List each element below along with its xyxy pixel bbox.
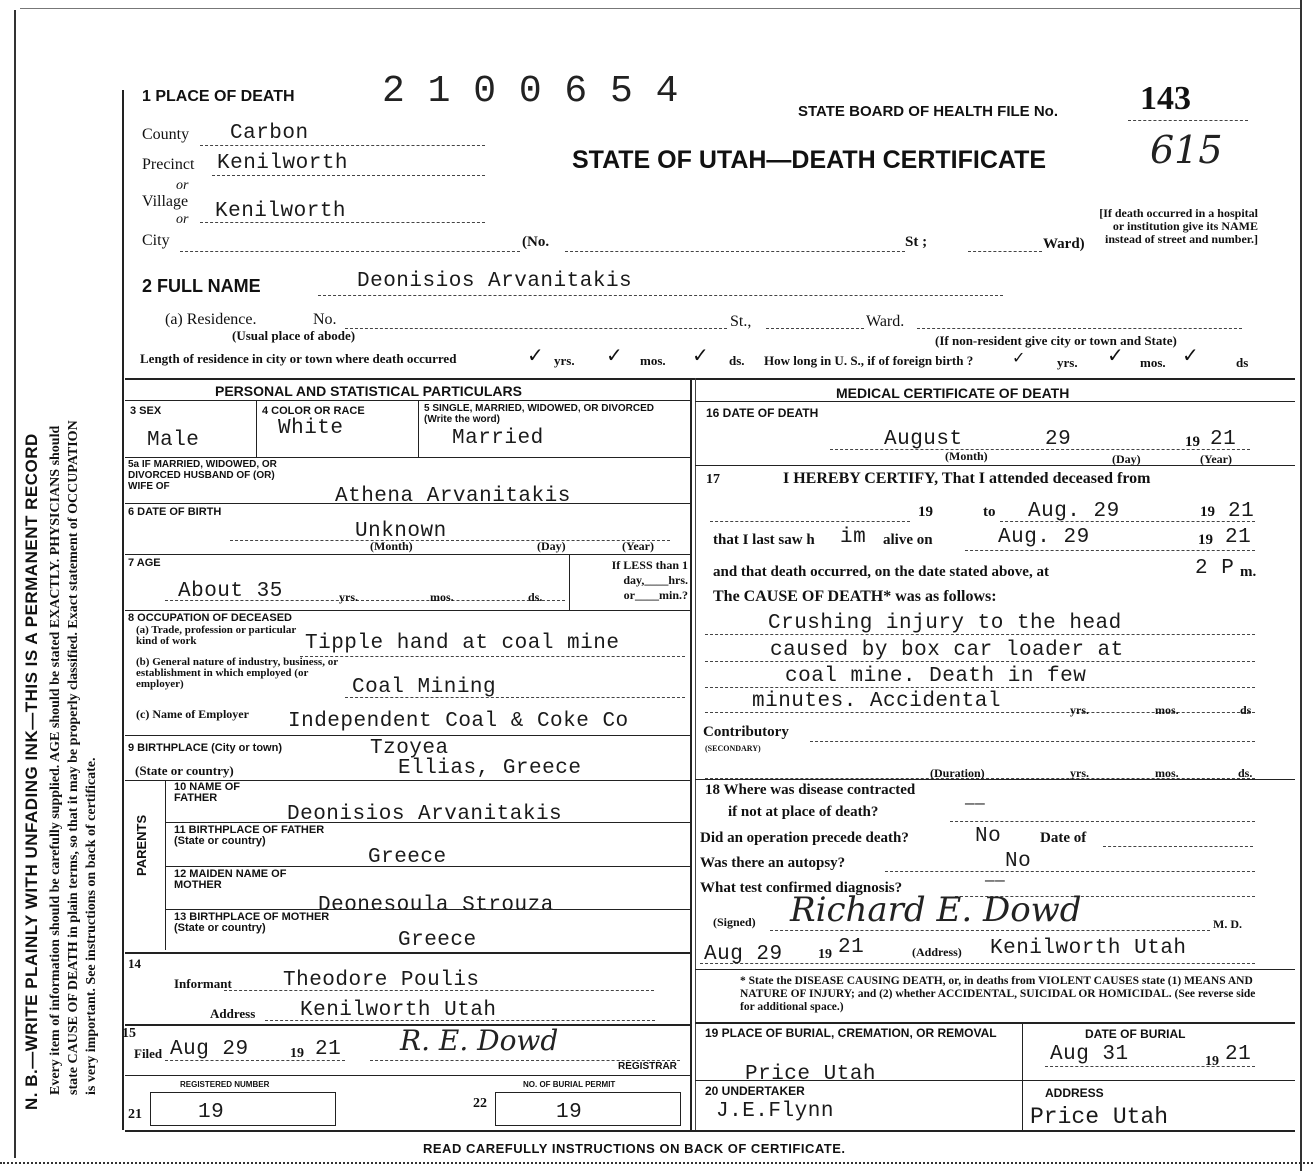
or-label-2: or	[176, 212, 189, 227]
full-name-line	[318, 295, 1003, 296]
city-no-label: (No.	[522, 234, 550, 250]
burial-permit-box	[495, 1092, 681, 1126]
full-name-value: Deonisios Arvanitakis	[357, 270, 633, 293]
md-label: M. D.	[1213, 917, 1242, 931]
death-month: August	[884, 428, 963, 451]
burial-permit-index: 22	[473, 1096, 487, 1111]
instructions-line-3: is very important. See instructions on back of certificate.	[84, 757, 99, 1095]
employer-row-bottom	[125, 735, 690, 736]
dob-year-caption: (Year)	[622, 539, 654, 553]
footer-instructions: READ CAREFULLY INSTRUCTIONS ON BACK OF CERTIFICATE.	[423, 1141, 846, 1156]
operation-date-label: Date of	[1040, 830, 1087, 846]
check-mark-5: ✓	[1107, 345, 1124, 367]
where-contracted-line	[950, 821, 1255, 822]
death-time: 2 P	[1195, 557, 1235, 580]
operation-value: No	[975, 825, 1002, 848]
parents-label: PARENTS	[134, 814, 149, 876]
precinct-value: Kenilworth	[217, 152, 349, 175]
cause-line-4: minutes. Accidental	[752, 690, 1001, 713]
burial-divider	[1022, 1022, 1023, 1130]
state-board-label: STATE BOARD OF HEALTH FILE No.	[798, 103, 1058, 120]
burial-permit-label: NO. OF BURIAL PERMIT	[523, 1080, 616, 1089]
birthplace-city-value: Tzoyea	[370, 737, 449, 760]
full-name-label: 2 FULL NAME	[142, 276, 261, 296]
contributory-line	[810, 741, 1255, 742]
form-bottom	[125, 1130, 1295, 1132]
death-day: 29	[1045, 428, 1072, 451]
village-label: Village	[142, 193, 189, 210]
birthplace-label: 9 BIRTHPLACE (City or town)	[128, 742, 282, 754]
city-no-line	[565, 251, 905, 252]
burial-row-bottom	[695, 1080, 1295, 1081]
check-mark-2: ✓	[606, 345, 623, 367]
informant-value: Theodore Poulis	[283, 969, 480, 992]
residence-ward-label: Ward.	[866, 313, 905, 330]
last-saw-19: 19	[1198, 532, 1213, 548]
sections-top-border	[125, 378, 1295, 380]
death-day-caption: (Day)	[1112, 452, 1141, 466]
how-long-ds: ds	[1236, 355, 1249, 370]
father-birthplace-label: 11 BIRTHPLACE OF FATHER (State or country)	[174, 824, 325, 847]
last-saw-date: Aug. 29	[998, 526, 1090, 549]
city-ward-label: Ward)	[1043, 236, 1085, 252]
date-row-bottom	[695, 465, 1295, 466]
file-number: 143	[1140, 80, 1191, 117]
death-time-m: m.	[1240, 564, 1257, 580]
test-value: ——	[985, 872, 1006, 890]
age-mos-label: mos.	[430, 590, 454, 604]
industry-value: Coal Mining	[352, 676, 497, 699]
burial-place-value: Price Utah	[745, 1063, 877, 1086]
certify-from-19: 19	[918, 504, 933, 520]
filed-year: 21	[315, 1038, 342, 1061]
death-year-prefix: 19	[1185, 434, 1200, 450]
personal-section-title: PERSONAL AND STATISTICAL PARTICULARS	[215, 383, 522, 399]
birthplace-state-value: Ellias, Greece	[398, 757, 582, 780]
mother-birthplace-label: 13 BIRTHPLACE OF MOTHER (State or country)	[174, 911, 330, 934]
mother-birthplace-value: Greece	[398, 929, 477, 952]
mother-name-value: Deonesoula Strouza	[318, 894, 554, 917]
mother-name-label: 12 MAIDEN NAME OF MOTHER	[174, 868, 287, 891]
registered-number-label: REGISTERED NUMBER	[180, 1080, 270, 1089]
duration-ds: ds.	[1238, 766, 1253, 780]
dob-day-caption: (Day)	[537, 539, 566, 553]
certificate-title: STATE OF UTAH—DEATH CERTIFICATE	[572, 146, 1047, 174]
occurred-text: and that death occurred, on the date stated above, at	[713, 564, 1049, 580]
certify-to-19: 19	[1200, 504, 1215, 520]
informant-address-value: Kenilworth Utah	[300, 999, 497, 1022]
undertaker-label: 20 UNDERTAKER	[705, 1084, 805, 1098]
last-saw-suffix: alive on	[883, 532, 933, 548]
trade-value: Tipple hand at coal mine	[305, 632, 620, 655]
certify-to-label: to	[983, 504, 996, 520]
cause-line-2-rule	[705, 661, 1255, 662]
filed-number: 15	[122, 1026, 136, 1041]
father-name-label: 10 NAME OF FATHER	[174, 781, 241, 804]
dob-month-caption: (Month)	[370, 539, 413, 553]
where-contracted-label-2: if not at place of death?	[728, 804, 879, 820]
certify-to-line	[1000, 521, 1255, 522]
dob-line	[230, 540, 670, 541]
village-value: Kenilworth	[215, 200, 347, 223]
county-value: Carbon	[230, 122, 309, 145]
cause-line-2: caused by box car loader at	[770, 639, 1124, 662]
residence-label: (a) Residence.	[165, 311, 257, 328]
last-saw-year: 21	[1225, 526, 1252, 549]
length-mos: mos.	[640, 353, 666, 368]
duration-mos: mos.	[1155, 766, 1179, 780]
parents-left-divider	[165, 780, 166, 950]
filed-19: 19	[290, 1046, 304, 1061]
autopsy-label: Was there an autopsy?	[700, 855, 846, 871]
how-long-mos: mos.	[1140, 355, 1166, 370]
father-row-bottom	[165, 822, 690, 823]
color-marital-divider	[418, 400, 419, 458]
sections-middle-divider-2	[695, 378, 696, 1130]
operation-label: Did an operation precede death?	[700, 830, 909, 846]
residence-st-label: St.,	[730, 313, 752, 330]
residence-line-3	[917, 328, 1242, 329]
registered-number-box	[150, 1092, 336, 1126]
age-ds-label: ds.	[528, 590, 543, 604]
registrar-signature: R. E. Dowd	[400, 1024, 559, 1057]
sign-row-bottom	[695, 969, 1295, 970]
city-label: City	[142, 232, 170, 249]
father-birthplace-value: Greece	[368, 846, 447, 869]
autopsy-line	[885, 871, 1255, 872]
how-long-label: How long in U. S., if of foreign birth ?	[764, 353, 974, 368]
precinct-label: Precinct	[142, 156, 195, 173]
father-name-value: Deonisios Arvanitakis	[287, 803, 563, 826]
duration-yrs: yrs.	[1070, 766, 1089, 780]
less-than-note: If LESS than 1 day,____hrs. or____min.?	[611, 558, 688, 602]
mother-row-bottom	[165, 909, 690, 910]
sign-year: 21	[838, 936, 865, 959]
cause-line-1: Crushing injury to the head	[768, 612, 1122, 635]
autopsy-value: No	[1005, 850, 1032, 873]
place-of-death-label: 1 PLACE OF DEATH	[142, 88, 295, 105]
burial-date-value: Aug 31	[1050, 1043, 1129, 1066]
medical-title-line	[695, 401, 1295, 402]
informant-line	[224, 990, 654, 991]
certify-to-year: 21	[1228, 500, 1255, 523]
sections-middle-divider	[690, 378, 692, 1130]
hospital-note: [If death occurred in a hospital or institution give its NAME instead of street and number.]	[1099, 206, 1258, 246]
sign-address-value: Kenilworth Utah	[990, 937, 1187, 960]
last-saw-prefix: that I last saw h	[713, 532, 815, 548]
burial-19: 19	[1205, 1054, 1219, 1069]
residence-line-2	[766, 328, 864, 329]
filed-bottom	[125, 1075, 690, 1076]
cause-yrs: yrs.	[1070, 703, 1089, 717]
informant-address-line	[265, 1020, 655, 1021]
cause-line-3-rule	[705, 687, 1255, 688]
where-contracted-value: ——	[965, 795, 986, 813]
industry-label: (b) General nature of industry, business, or establishment in which employed (or employer)	[136, 656, 338, 690]
residence-line-1	[345, 328, 727, 329]
instructions-line-1: Every item of information should be carefully supplied. AGE should be stated EXACTLY. PHYSICIANS should	[48, 425, 63, 1095]
last-saw-line	[965, 550, 1255, 551]
contributory-bottom	[695, 779, 1295, 780]
county-label: County	[142, 126, 190, 143]
sign-19: 19	[818, 947, 832, 962]
where-contracted-label: 18 Where was disease contracted	[705, 782, 916, 798]
last-saw-him: im	[840, 526, 867, 549]
bottom-dotted-edge	[0, 1162, 1313, 1164]
instructions-line-2: state CAUSE OF DEATH in plain terms, so that it may be properly classified. Exact statement of OCCUPATION	[66, 420, 81, 1095]
contributory-label: Contributory	[703, 724, 789, 740]
informant-label: Informant	[174, 976, 232, 991]
footnote-bottom	[695, 1022, 1295, 1024]
sex-row-bottom	[125, 457, 690, 458]
date-of-death-label: 16 DATE OF DEATH	[706, 406, 819, 420]
registered-number-index: 21	[128, 1107, 142, 1122]
death-year: 21	[1210, 428, 1237, 451]
spouse-label: 5a IF MARRIED, WIDOWED, OR DIVORCED HUSBAND OF (OR) WIFE OF	[128, 459, 277, 492]
spouse-row-bottom	[125, 503, 690, 504]
industry-line	[345, 697, 685, 698]
certificate-number: 2 1 0 0 6 5 4	[382, 70, 679, 113]
death-year-caption: (Year)	[1200, 452, 1232, 466]
residence-no-label: No.	[313, 311, 337, 328]
burial-year: 21	[1225, 1043, 1252, 1066]
physician-signature: Richard E. Dowd	[790, 890, 1082, 930]
burial-permit-value: 19	[556, 1101, 583, 1124]
cause-mos: mos.	[1155, 703, 1179, 717]
age-label: 7 AGE	[128, 557, 161, 569]
check-mark-6: ✓	[1182, 345, 1199, 367]
signed-label: (Signed)	[713, 915, 756, 929]
certify-text: I HEREBY CERTIFY, That I attended deceased from	[783, 470, 1151, 487]
check-mark-4: ✓	[1012, 350, 1026, 367]
permanent-record-note: N. B.—WRITE PLAINLY WITH UNFADING INK—THIS IS A PERMANENT RECORD	[22, 433, 41, 1110]
sex-value: Male	[147, 429, 200, 452]
certify-number: 17	[706, 472, 720, 487]
sign-address-label: (Address)	[912, 945, 962, 959]
employer-value: Independent Coal & Coke Co	[288, 710, 629, 733]
spouse-value: Athena Arvanitakis	[335, 485, 571, 508]
parents-bottom	[125, 952, 690, 954]
outer-right-border	[1300, 0, 1302, 1171]
informant-address-label: Address	[210, 1006, 256, 1021]
state-country-label: (State or country)	[135, 763, 234, 778]
cause-footnote: * State the DISEASE CAUSING DEATH, or, in deaths from VIOLENT CAUSES state (1) MEANS AND NATURE OF INJURY; and (2) whether ACCIDENTAL, SUICIDAL OR HOMICIDAL. (See reverse side for additional space.)	[740, 975, 1256, 1013]
file-number-line	[1128, 120, 1248, 121]
marital-value: Married	[452, 427, 544, 450]
check-mark-3: ✓	[692, 345, 709, 367]
personal-title-line	[125, 400, 690, 401]
length-ds: ds.	[729, 353, 745, 368]
sex-label: 3 SEX	[130, 405, 162, 417]
employer-label: (c) Name of Employer	[136, 707, 249, 721]
cause-line-1-rule	[705, 634, 1255, 635]
dob-row-bottom	[125, 554, 690, 555]
or-label-1: or	[176, 178, 189, 193]
informant-number: 14	[128, 956, 141, 971]
cause-line-3: coal mine. Death in few	[785, 665, 1087, 688]
marital-label: 5 SINGLE, MARRIED, WIDOWED, OR DIVORCED (Write the word)	[424, 403, 655, 425]
undertaker-address-label: ADDRESS	[1045, 1086, 1104, 1100]
secondary-label: (SECONDARY)	[705, 744, 761, 753]
county-line	[200, 145, 485, 146]
sign-date: Aug 29	[704, 943, 783, 966]
filed-date: Aug 29	[170, 1038, 249, 1061]
dob-value: Unknown	[355, 520, 447, 543]
usual-place-note: (Usual place of abode)	[232, 328, 356, 343]
length-yrs: yrs.	[554, 353, 575, 368]
check-mark-1: ✓	[527, 345, 544, 367]
color-value: White	[278, 417, 344, 440]
father-bp-row-bottom	[165, 866, 690, 867]
filed-label: Filed	[134, 1046, 163, 1061]
duration-label: (Duration)	[930, 766, 985, 780]
physician-sig-line	[770, 930, 1210, 931]
trade-line	[300, 656, 685, 657]
city-st-label: St ;	[905, 234, 928, 250]
sign-date-line	[700, 963, 1255, 964]
certify-from-line	[710, 521, 910, 522]
operation-date-line	[1103, 846, 1253, 847]
top-edge	[20, 8, 1300, 9]
how-long-yrs: yrs.	[1057, 355, 1078, 370]
outer-left-border	[14, 10, 16, 1158]
filed-line	[165, 1060, 345, 1061]
form-left-border	[122, 90, 124, 1130]
cause-ds: ds	[1240, 703, 1252, 717]
occupation-label: 8 OCCUPATION OF DECEASED	[128, 612, 292, 624]
medical-section-title: MEDICAL CERTIFICATE OF DEATH	[836, 385, 1070, 401]
test-label: What test confirmed diagnosis?	[700, 880, 903, 896]
registered-number-value: 19	[198, 1101, 225, 1124]
death-month-caption: (Month)	[945, 449, 988, 463]
burial-date-line	[1045, 1066, 1255, 1067]
age-yrs-label: yrs.	[339, 590, 358, 604]
burial-place-label: 19 PLACE OF BURIAL, CREMATION, OR REMOVAL	[705, 1026, 997, 1040]
color-label: 4 COLOR OR RACE	[262, 405, 365, 417]
undertaker-value: J.E.Flynn	[716, 1100, 834, 1123]
certify-to-date: Aug. 29	[1028, 500, 1120, 523]
registrar-label: REGISTRAR	[618, 1061, 677, 1072]
length-residence-label: Length of residence in city or town where death occurred	[140, 351, 457, 366]
trade-label: (a) Trade, profession or particular kind of work	[136, 624, 297, 647]
cause-label: The CAUSE OF DEATH* was as follows:	[713, 588, 997, 605]
age-row-bottom	[125, 610, 690, 611]
handwritten-number: 615	[1150, 128, 1223, 172]
undertaker-address-value: Price Utah	[1030, 1104, 1169, 1130]
age-value: About 35	[178, 580, 283, 603]
nonresident-note: (If non-resident give city or town and State)	[935, 333, 1177, 348]
city-ward-line	[968, 251, 1042, 252]
burial-date-label: DATE OF BURIAL	[1085, 1027, 1186, 1041]
sex-color-divider	[256, 400, 257, 458]
age-line	[165, 600, 565, 601]
city-line	[180, 251, 520, 252]
age-less-divider	[569, 554, 570, 610]
dob-label: 6 DATE OF BIRTH	[128, 506, 222, 518]
precinct-line	[212, 175, 485, 176]
